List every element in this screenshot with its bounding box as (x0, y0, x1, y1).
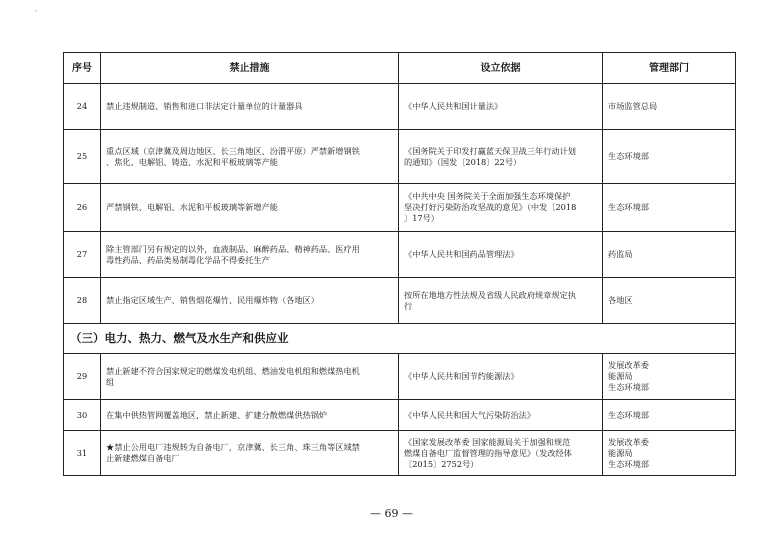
row-number: 27 (64, 232, 101, 278)
section-body (64, 324, 736, 354)
dept-line: 发展改革委 (608, 436, 649, 447)
measure-cell (101, 84, 399, 130)
header-basis: 设立依据 (399, 53, 603, 84)
dept-line: 生态环境部 (608, 458, 649, 469)
dept-line: 药监局 (608, 249, 633, 259)
basis-cell (399, 400, 603, 431)
table-row (64, 431, 736, 476)
basis-line: 《中共中央 国务院关于全面加强生态环境保护 (404, 191, 571, 201)
row-number: 25 (64, 130, 101, 184)
row-number: 29 (64, 354, 101, 400)
basis-line: 行 (404, 300, 413, 311)
measure-cell (101, 232, 399, 278)
table-row (64, 184, 736, 232)
measure-line: 除主管部门另有规定的以外，血液制品、麻醉药品、精神药品、医疗用 (106, 243, 360, 254)
dept-line: 生态环境部 (608, 202, 649, 212)
table-row (64, 278, 736, 324)
measure-line: 禁止违规制造、销售和进口非法定计量单位的计量器具 (106, 101, 303, 111)
row-number: 26 (64, 184, 101, 232)
dept-cell (603, 184, 736, 232)
basis-cell (399, 431, 603, 476)
measure-line: 止新建燃煤自备电厂 (106, 453, 180, 463)
basis-line: 《中华人民共和国计量法》 (404, 101, 503, 111)
section-row (64, 324, 736, 354)
measure-line: 、焦化、电解铝、铸造、水泥和平板玻璃等产能 (106, 156, 278, 167)
dept-line: 能源局 (608, 447, 633, 458)
basis-line: 《中华人民共和国节约能源法》 (404, 371, 519, 381)
measure-cell (101, 278, 399, 324)
corner-mark: ˇ (34, 10, 38, 18)
row-number: 30 (64, 400, 101, 431)
dept-cell (603, 278, 736, 324)
header-dept: 管理部门 (603, 53, 736, 84)
basis-cell (399, 84, 603, 130)
basis-line: 坚决打好污染防治攻坚战的意见》（中发〔2018 (404, 202, 577, 212)
basis-line: 的通知》（国发〔2018〕22号） (404, 156, 522, 167)
basis-line: 《中华人民共和国大气污染防治法》 (404, 409, 536, 420)
section-title: （三）电力、热力、燃气及水生产和供应业 (64, 324, 736, 354)
table-body-part-a (64, 84, 736, 324)
table-body-part-b (64, 354, 736, 476)
table-header-row (64, 53, 736, 84)
measure-cell (101, 354, 399, 400)
row-number: 24 (64, 84, 101, 130)
table-row (64, 232, 736, 278)
dept-line: 生态环境部 (608, 409, 649, 420)
page-number: — 69 — (370, 507, 413, 520)
dept-cell (603, 400, 736, 431)
basis-cell (399, 130, 603, 184)
dept-line: 市场监管总局 (608, 101, 658, 111)
basis-cell (399, 278, 603, 324)
measure-cell (101, 130, 399, 184)
basis-cell (399, 354, 603, 400)
basis-cell (399, 184, 603, 232)
dept-cell (603, 130, 736, 184)
header-no: 序号 (64, 53, 101, 84)
measure-cell (101, 184, 399, 232)
measure-cell (101, 400, 399, 431)
basis-line: 《国务院关于印发打赢蓝天保卫战三年行动计划 (404, 145, 576, 156)
measure-line: 在集中供热管网覆盖地区，禁止新建、扩建分散燃煤供热锅炉 (106, 409, 328, 420)
measure-line: 组 (106, 376, 115, 387)
measure-line: 重点区域（京津冀及周边地区、长三角地区、汾渭平原）严禁新增钢铁 (106, 145, 360, 156)
dept-line: 生态环境部 (608, 382, 649, 392)
table-row (64, 354, 736, 400)
basis-line: 《国家发展改革委 国家能源局关于加强和规范 (404, 436, 571, 447)
dept-cell (603, 84, 736, 130)
basis-line: 按所在地地方性法规及省级人民政府规章规定执 (404, 289, 576, 300)
header-measure: 禁止措施 (101, 53, 399, 84)
measure-line: ★禁止公用电厂违规转为自备电厂，京津冀、长三角、珠三角等区域禁 (106, 442, 360, 452)
row-number: 31 (64, 431, 101, 476)
measure-line: 禁止新建不符合国家规定的燃煤发电机组、燃油发电机组和燃煤热电机 (106, 365, 360, 376)
dept-line: 生态环境部 (608, 151, 649, 161)
measures-table (63, 52, 736, 476)
basis-line: 燃煤自备电厂监督管理的指导意见》（发改经体 (404, 447, 572, 458)
dept-cell (603, 354, 736, 400)
dept-line: 发展改革委 (608, 360, 649, 370)
dept-cell (603, 431, 736, 476)
measure-cell (101, 431, 399, 476)
table-row (64, 400, 736, 431)
table-row (64, 84, 736, 130)
measure-line: 严禁钢铁、电解铝、水泥和平板玻璃等新增产能 (106, 202, 278, 212)
dept-line: 各地区 (608, 295, 633, 305)
basis-line: 〔2015〕2752号） (404, 458, 479, 469)
measure-line: 禁止指定区域生产、销售烟花爆竹、民用爆炸物（各地区） (106, 295, 319, 305)
basis-cell (399, 232, 603, 278)
basis-line: 〕17号） (404, 213, 439, 223)
row-number: 28 (64, 278, 101, 324)
table-row (64, 130, 736, 184)
dept-line: 能源局 (608, 371, 633, 381)
dept-cell (603, 232, 736, 278)
measure-line: 毒性药品、药品类易制毒化学品不得委托生产 (106, 254, 270, 265)
basis-line: 《中华人民共和国药品管理法》 (404, 249, 519, 259)
